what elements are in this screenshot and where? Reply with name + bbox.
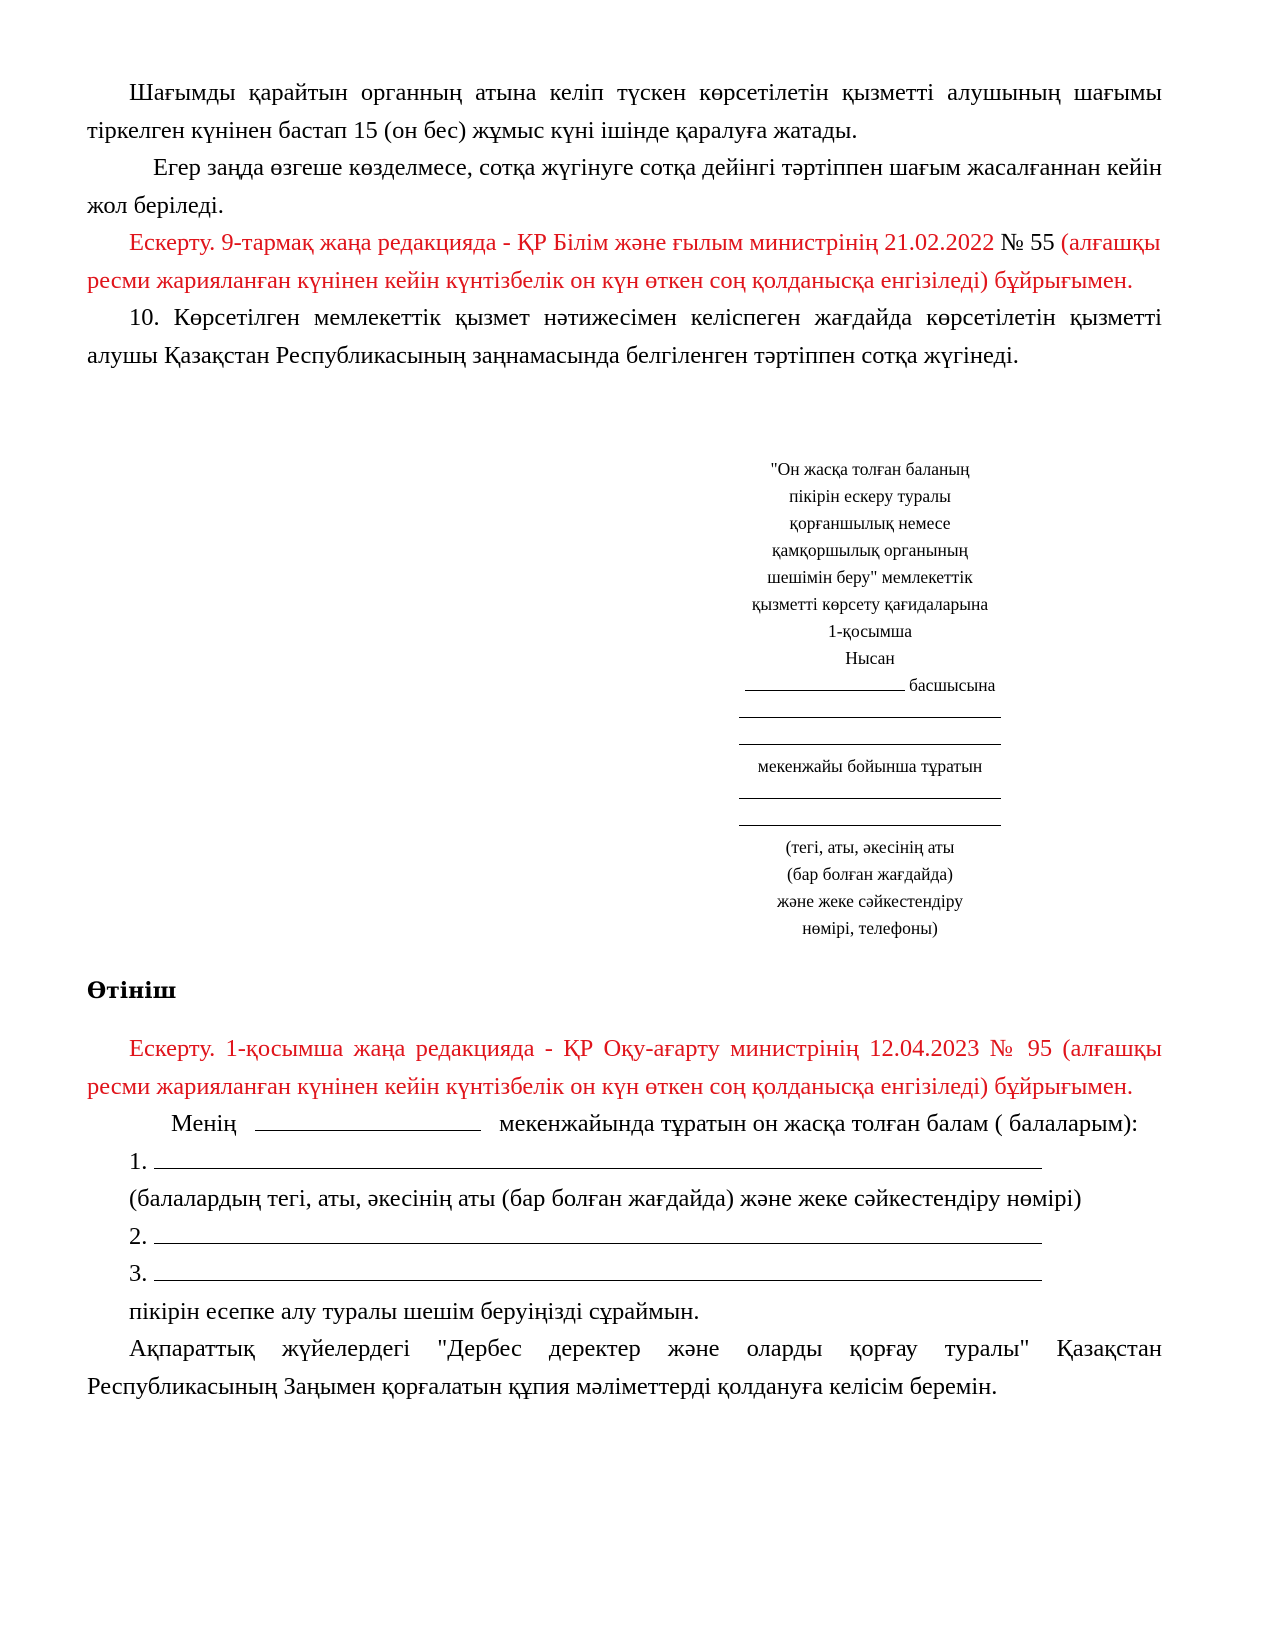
amendment-note-9-text: Ескерту. 9-тармақ жаңа редакцияда - ҚР Білім және ғылым министрінің 21.02.2022	[129, 229, 995, 256]
identity-hint: және жеке сәйкестендіру	[777, 891, 963, 911]
document-upper	[87, 74, 1162, 374]
consent-statement: Ақпараттық жүйелердегі "Дербес деректер және оларды қорғау туралы" Қазақстан Республикасының Заңымен қорғалатын құпия мәліметтерді қолдануға келісім беремін.	[87, 1335, 1162, 1400]
address-blank-2[interactable]	[739, 807, 1001, 826]
identity-hint: (тегі, аты, әкесінің аты	[785, 837, 955, 857]
child-number: 3.	[129, 1260, 148, 1287]
children-hint: (балалардың тегі, аты, әкесінің аты (бар болған жағдайда) және жеке сәйкестендіру нөмірі)	[129, 1185, 1082, 1212]
document-lower	[87, 1030, 1162, 1405]
addressee-blank[interactable]	[745, 672, 905, 691]
paragraph-complaint-review: Шағымды қарайтын органның атына келіп түскен көрсетілетін қызметті алушының шағымы тіркелген күнінен бастап 15 (он бес) жұмыс күні ішінде қаралуға жатады.	[87, 79, 1162, 144]
addressee-row	[720, 672, 1020, 699]
request-suffix: мекенжайында тұратын он жасқа толған балам ( балаларым):	[499, 1110, 1139, 1137]
paragraph-10: 10. Көрсетілген мемлекеттік қызмет нәтижесімен келіспеген жағдайда көрсетілетін қызметті алушы Қазақстан Республикасының заңнамасында белгіленген тәртіппен сотқа жүгінеді.	[87, 304, 1162, 369]
child-number: 2.	[129, 1222, 148, 1250]
identity-hint: (бар болған жағдайда)	[786, 864, 954, 884]
address-blank-1[interactable]	[739, 780, 1001, 799]
form-label: Нысан	[845, 648, 895, 668]
applicant-blank-2[interactable]	[739, 726, 1001, 745]
residence-label: мекенжайы бойынша тұратын	[757, 756, 983, 776]
amendment-note-9	[87, 224, 1162, 299]
child-row-2	[87, 1218, 1162, 1256]
appendix-line: шешімін беру" мемлекеттік	[767, 567, 973, 587]
request-prefix: Менің	[171, 1110, 237, 1137]
order-number: № 55	[1000, 229, 1055, 256]
addressee-suffix: басшысына	[909, 675, 996, 695]
applicant-blank-row	[720, 726, 1020, 753]
appendix-number: 1-қосымша	[827, 621, 913, 641]
applicant-blank-row	[720, 699, 1020, 726]
address-blank-row	[720, 807, 1020, 834]
child-row-1	[87, 1143, 1162, 1181]
appendix-line: қызметті көрсету қағидаларына	[751, 594, 989, 614]
child-row-3	[87, 1255, 1162, 1293]
request-intro	[87, 1105, 1162, 1143]
address-blank-row	[720, 780, 1020, 807]
child-field-3[interactable]	[154, 1256, 1042, 1281]
applicant-blank-1[interactable]	[739, 699, 1001, 718]
child-field-2[interactable]	[154, 1219, 1042, 1244]
identity-hint: нөмірі, телефоны)	[802, 918, 938, 938]
request-closing: пікірін есепке алу туралы шешім беруіңізді сұраймын.	[129, 1297, 700, 1325]
address-field[interactable]	[255, 1106, 481, 1131]
appendix-line: қамқоршылық органының	[771, 540, 968, 560]
form-title: Өтініш	[87, 978, 177, 1004]
amendment-note-appendix: Ескерту. 1-қосымша жаңа редакцияда - ҚР Оқу-ағарту министрінің 12.04.2023 № 95 (алғашқы ресми жарияланған күнінен кейін күнтізбелік он күн өткен соң қолданысқа енгізіледі) бұйрығымен.	[87, 1035, 1162, 1100]
appendix-line: пікірін ескеру туралы	[789, 486, 951, 506]
paragraph-court-appeal: Егер заңда өзгеше көзделмесе, сотқа жүгінуге сотқа дейінгі тәртіппен шағым жасалғаннан кейін жол беріледі.	[87, 154, 1162, 219]
child-number: 1.	[129, 1147, 148, 1175]
amendment-note-9-effect: (алғашқы ресми жарияланған күнінен кейін күнтізбелік он күн өткен соң қолданысқа енгізіледі) бұйрығымен.	[87, 229, 1161, 294]
appendix-line: "Он жасқа толған баланың	[770, 459, 970, 479]
child-field-1[interactable]	[154, 1144, 1042, 1169]
appendix-header	[720, 456, 1020, 942]
appendix-line: қорғаншылық немесе	[789, 513, 951, 533]
